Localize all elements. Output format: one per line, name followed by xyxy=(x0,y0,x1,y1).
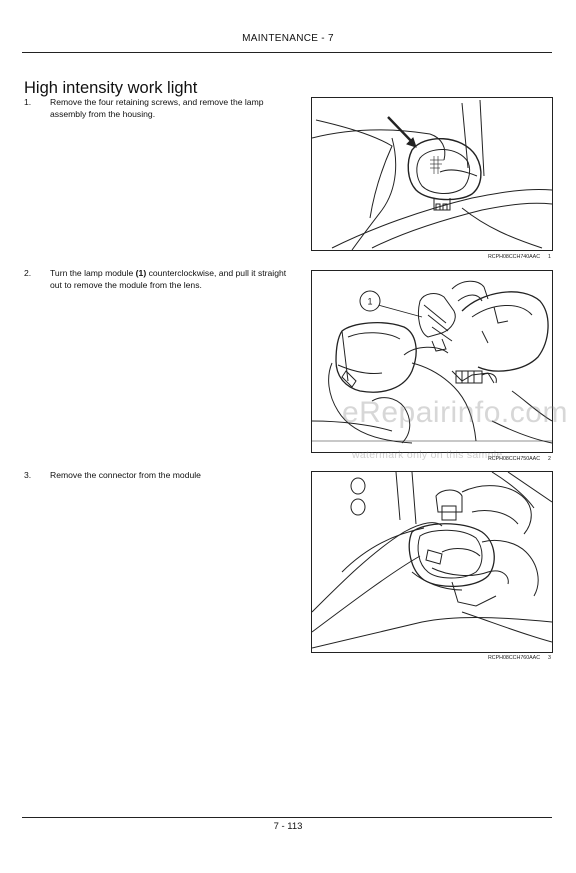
step-3-text: Remove the connector from the module xyxy=(50,470,201,480)
header-rule xyxy=(22,52,552,53)
page-number: 7 - 113 xyxy=(273,821,303,832)
figure-1-caption xyxy=(311,254,551,260)
figure-3-caption xyxy=(311,655,551,661)
step-3-number: 3. xyxy=(24,470,32,480)
figure-2-number: 2 xyxy=(548,456,551,462)
section-title: High intensity work light xyxy=(24,79,198,98)
step-2-callout-ref: (1) xyxy=(135,268,147,278)
step-1-number: 1. xyxy=(24,97,32,107)
step-2-text: Turn the lamp module (1) counterclockwise, and pull it straight out to remove the module from the lens. xyxy=(50,268,287,290)
figure-1-code: RCPH08CCH740AAC xyxy=(487,254,541,260)
step-2-number: 2. xyxy=(24,268,32,278)
figure-2-callout-label: 1 xyxy=(367,296,373,307)
footer-rule xyxy=(22,817,552,818)
figure-1-lamp-housing xyxy=(311,97,553,251)
watermark-note: watermark only on this sample xyxy=(352,449,503,461)
figure-3-code: RCPH08CCH760AAC xyxy=(487,655,541,661)
figure-3-connector xyxy=(311,471,553,653)
figure-1-number: 1 xyxy=(548,254,551,260)
step-1-text: Remove the four retaining screws, and remove the lamp assembly from the housing. xyxy=(50,97,264,119)
page-header: MAINTENANCE - 7 xyxy=(242,33,334,44)
watermark-logo: eRepairinfo.com xyxy=(342,396,568,429)
figure-2-code: RCPH08CCH750AAC xyxy=(487,456,541,462)
figure-3-number: 3 xyxy=(548,655,551,661)
